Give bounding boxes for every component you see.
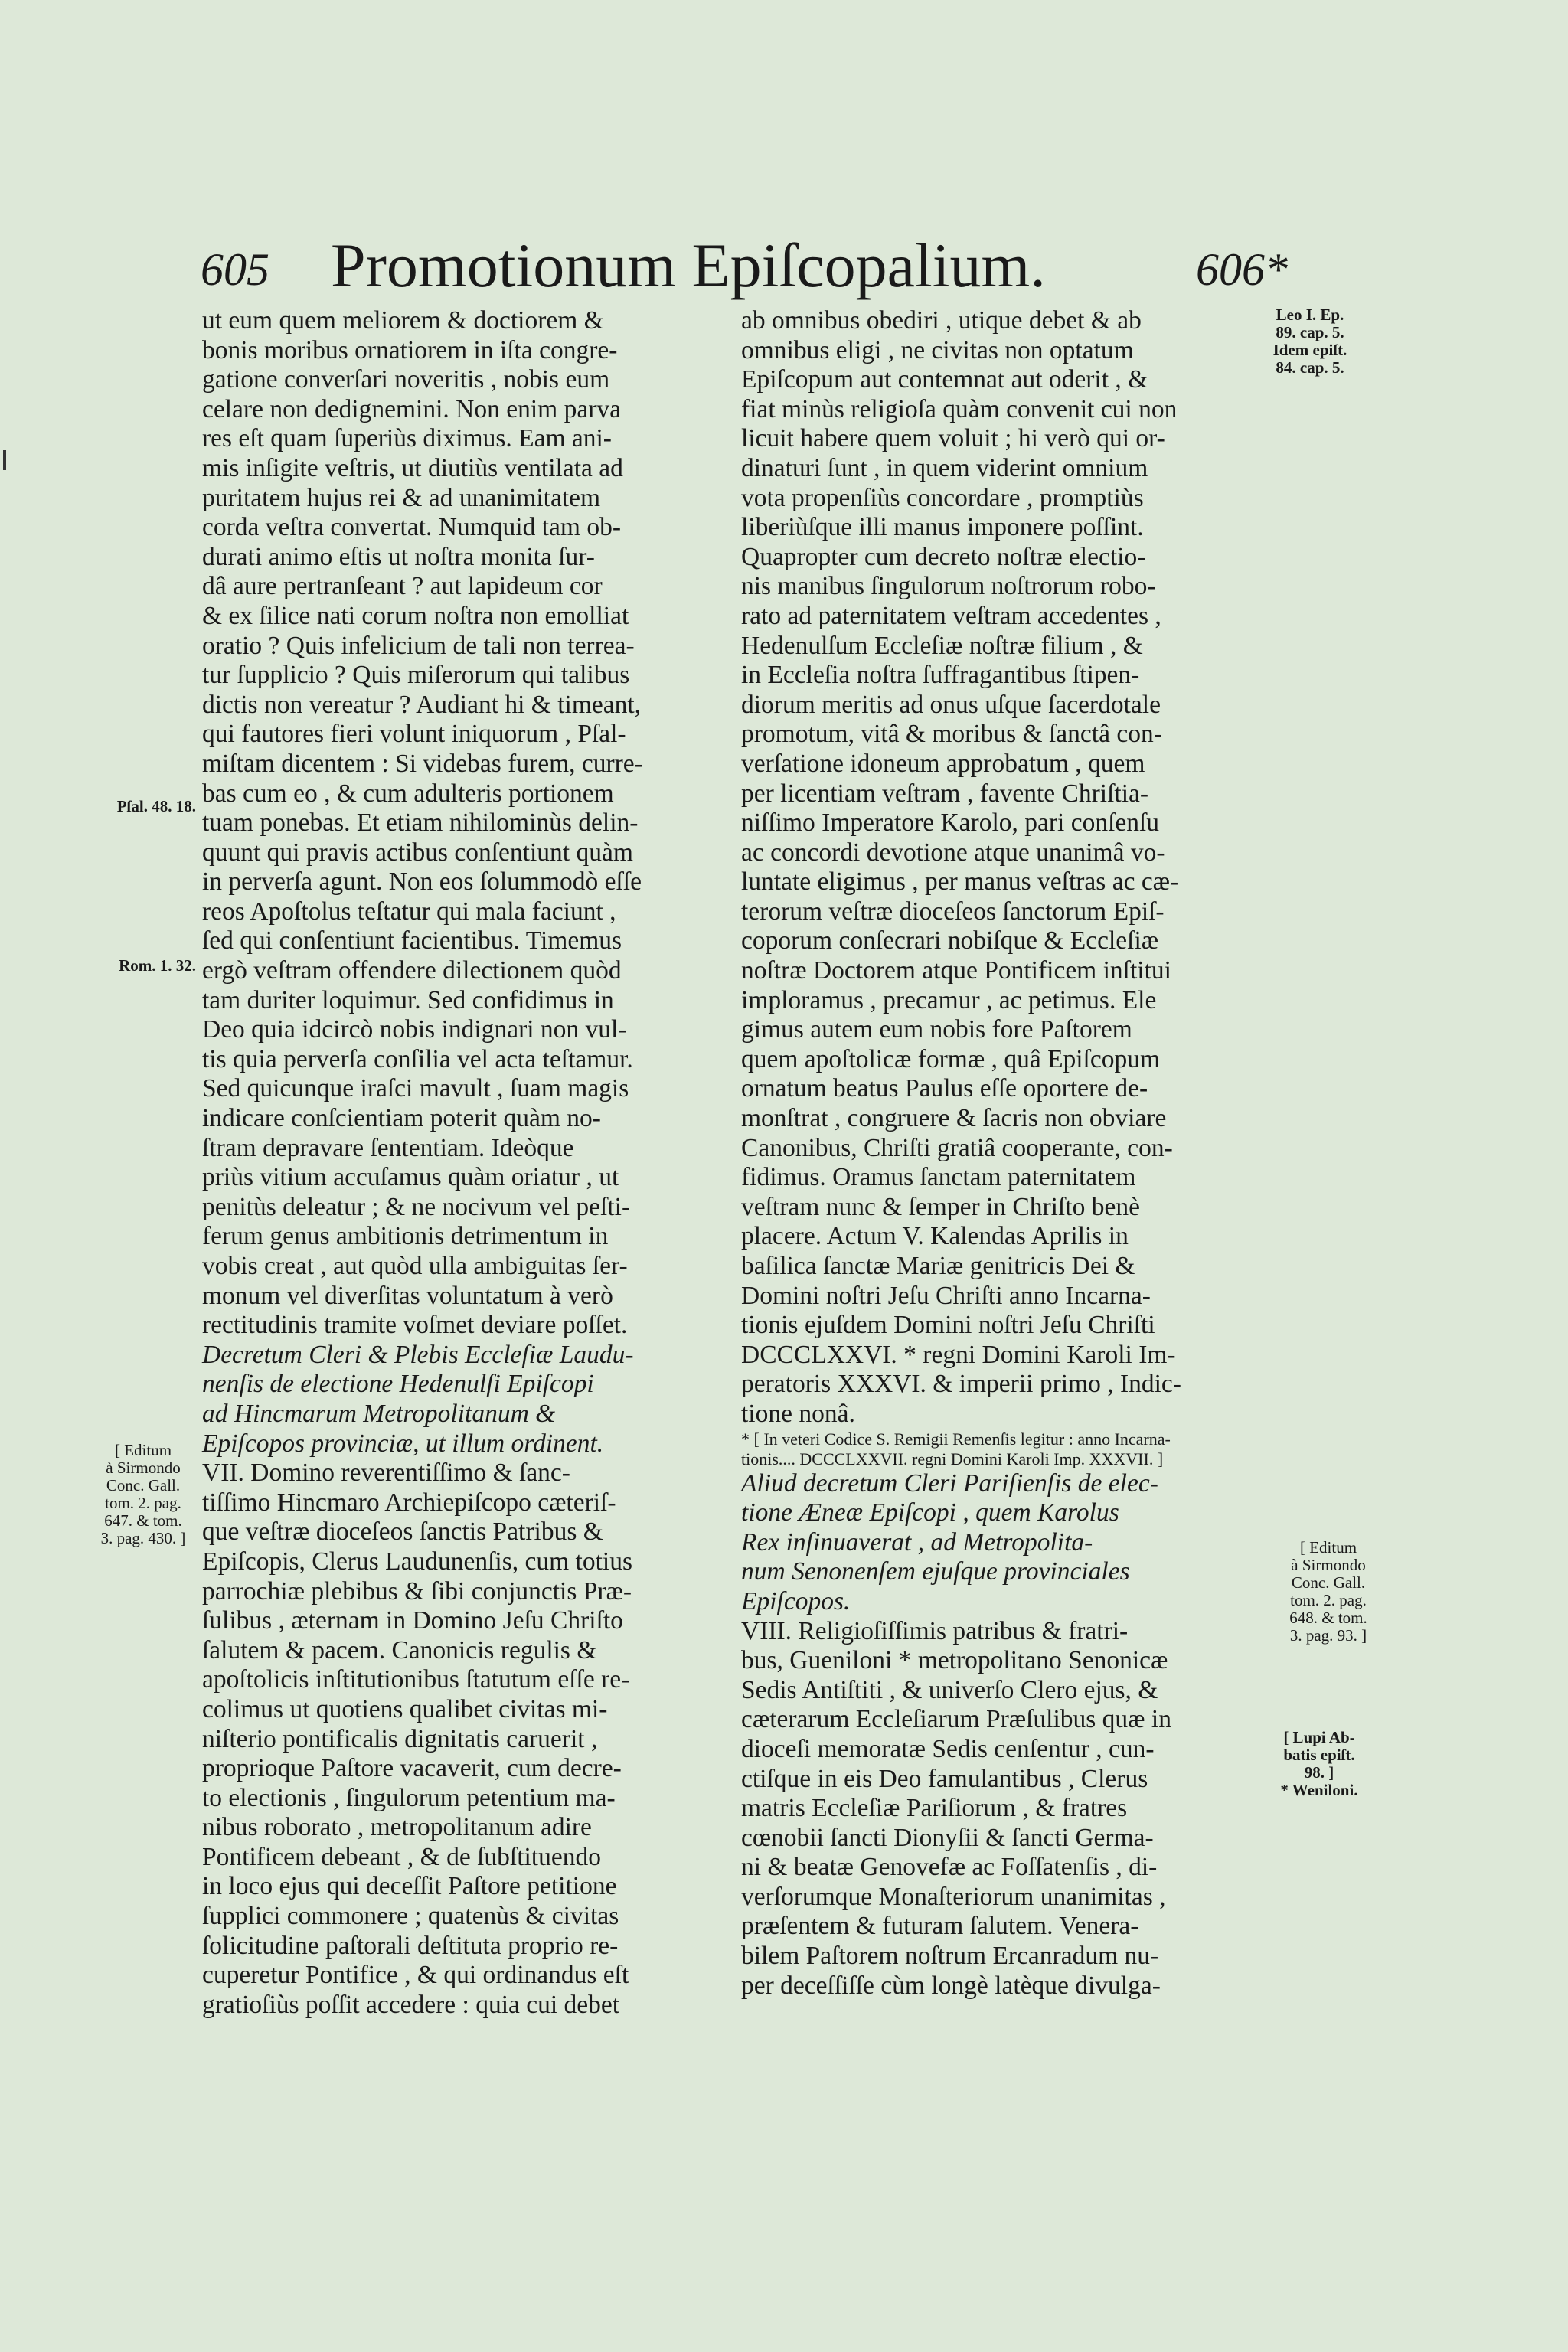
margin-line: 98. ]	[1304, 1763, 1334, 1782]
text-line: coporum conſecrari nobiſque & Eccleſiæ	[741, 926, 1159, 956]
text-line: fiat minùs religioſa quàm convenit cui non	[741, 394, 1178, 423]
text-line: Sed quicunque iraſci mavult , ſuam magis	[202, 1074, 629, 1103]
margin-line: à Sirmondo	[1291, 1556, 1366, 1574]
text-line: verſorumque Monaſteriorum unanimitas ,	[741, 1882, 1166, 1911]
right-column-text	[741, 306, 1269, 1429]
text-line: Canonibus, Chriſti gratiâ cooperante, con-	[741, 1133, 1173, 1162]
text-line: cœnobii ſancti Dionyſii & ſancti Germa-	[741, 1823, 1154, 1852]
margin-note-edition-2	[1271, 1539, 1386, 1645]
text-line: puritatem hujus rei & ad unanimitatem	[202, 483, 601, 512]
left-column	[202, 306, 730, 2020]
text-line: tuam ponebas. Et etiam nihilominùs delin-	[202, 808, 639, 838]
text-line: dinaturi ſunt , in quem viderint omnium	[741, 453, 1148, 482]
text-line: ſulibus , æternam in Domino Jeſu Chriſto	[202, 1606, 623, 1635]
text-line: ſupplici commonere ; quatenùs & civitas	[202, 1902, 619, 1931]
text-line: rato ad paternitatem veſtram accedentes ,	[741, 601, 1161, 630]
text-line: tur ſupplicio ? Quis miſerorum qui talibus	[202, 661, 630, 690]
text-line: quunt qui pravis actibus conſentiunt quàm	[202, 838, 633, 867]
text-line: gimus autem eum nobis fore Paſtorem	[741, 1015, 1132, 1044]
text-line: qui fautores fieri volunt iniquorum , Pſal-	[202, 720, 626, 749]
text-line: penitùs deleatur ; & ne nocivum vel peſti-	[202, 1192, 631, 1221]
text-line: reos Apoſtolus teſtatur qui mala faciunt ,	[202, 897, 616, 926]
text-line: & ex ſilice nati corum noſtra non emolliat	[202, 601, 629, 630]
page-number-right: 606*	[1196, 244, 1288, 295]
text-line: diorum meritis ad onus uſque ſacerdotale	[741, 690, 1161, 719]
text-line: Sedis Antiſtiti , & univerſo Clero ejus, &	[741, 1675, 1158, 1704]
text-line: in Eccleſia noſtra ſuffragantibus ſtipen-	[741, 661, 1140, 690]
page-header	[201, 230, 1288, 299]
margin-line: Idem epiſt.	[1272, 341, 1348, 359]
heading-line: nenſis de electione Hedenulſi Epiſcopi	[202, 1370, 594, 1399]
margin-line: batis epiſt.	[1283, 1746, 1355, 1764]
text-line: ab omnibus obediri , utique debet & ab	[741, 306, 1142, 335]
text-line: Epiſcopis, Clerus Laudunenſis, cum totius	[202, 1547, 632, 1576]
text-line: oratio ? Quis infelicium de tali non terrea-	[202, 631, 635, 660]
text-line: nis manibus ſingulorum noſtrorum robo-	[741, 572, 1156, 601]
margin-line: [ Editum	[1299, 1538, 1357, 1557]
text-line: tis quia perverſa conſilia vel acta teſtamur.	[202, 1044, 633, 1073]
text-line: veſtram nunc & ſemper in Chriſto benè	[741, 1192, 1140, 1221]
heading-line: Aliud decretum Cleri Pariſienſis de elec-	[741, 1468, 1158, 1498]
margin-note-edition-1	[86, 1442, 201, 1547]
text-line: peratoris XXXVI. & imperii primo , Indic-	[741, 1370, 1181, 1399]
text-line: bonis moribus ornatiorem in iſta congre-	[202, 335, 618, 364]
text-line: baſilica ſanctæ Mariæ genitricis Dei &	[741, 1252, 1135, 1280]
text-line: verſatione idoneum approbatum , quem	[741, 749, 1145, 778]
decree-heading-parisiensis	[741, 1469, 1269, 1617]
text-line: mis inſigite veſtris, ut diutiùs ventilata ad	[202, 453, 623, 482]
text-line: vota propenſiùs concordare , promptiùs	[741, 483, 1144, 512]
margin-line: 3. pag. 93. ]	[1289, 1626, 1367, 1645]
text-line: ſalutem & pacem. Canonicis regulis &	[202, 1635, 597, 1664]
text-line: DCCCLXXVI. * regni Domini Karoli Im-	[741, 1340, 1176, 1369]
text-line: colimus ut quotiens qualibet civitas mi-	[202, 1694, 608, 1723]
text-line: Domini noſtri Jeſu Chriſti anno Incarna-	[741, 1281, 1151, 1310]
decree-heading-laudunensis	[202, 1341, 730, 1459]
text-line: monſtrat , congruere & ſacris non obviare	[741, 1104, 1167, 1133]
heading-line: Epiſcopos.	[741, 1586, 851, 1615]
text-line: dâ aure pertranſeant ? aut lapideum cor	[202, 572, 603, 601]
decree-text-laudunensis	[202, 1459, 730, 2020]
text-line: præſentem & futuram ſalutem. Venera-	[741, 1912, 1139, 1941]
margin-line: 647. & tom.	[104, 1511, 182, 1530]
text-line: Pontificem debeant , & de ſubſtituendo	[202, 1842, 602, 1871]
margin-note-romans: Rom. 1. 32.	[119, 956, 196, 975]
text-line: imploramus , precamur , ac petimus. Ele	[741, 985, 1157, 1014]
text-line: placere. Actum V. Kalendas Aprilis in	[741, 1222, 1129, 1251]
text-line: promotum, vitâ & moribus & ſanctâ con-	[741, 720, 1162, 749]
text-line: ut eum quem meliorem & doctiorem &	[202, 306, 604, 335]
text-line: celare non dedignemini. Non enim parva	[202, 394, 621, 423]
text-line: res eſt quam ſuperiùs diximus. Eam ani-	[202, 424, 612, 453]
text-line: ferum genus ambitionis detrimentum in	[202, 1222, 609, 1251]
text-line: per licentiam veſtram , favente Chriſtia-	[741, 779, 1149, 808]
text-line: Hedenulſum Eccleſiæ noſtræ filium , &	[741, 631, 1143, 660]
text-line: cæterarum Eccleſiarum Præſulibus quæ in	[741, 1705, 1171, 1734]
text-line: indicare conſcientiam poterit quàm no-	[202, 1104, 601, 1133]
left-column-text	[202, 306, 730, 1341]
text-line: ctiſque in eis Deo famulantibus , Clerus	[741, 1764, 1148, 1793]
margin-line: tom. 2. pag.	[105, 1494, 181, 1512]
text-line: Epiſcopum aut contemnat aut oderit , &	[741, 365, 1148, 394]
margin-line: * Weniloni.	[1280, 1781, 1358, 1799]
text-line: omnibus eligi , ne civitas non optatum	[741, 335, 1134, 364]
left-edge-mark	[3, 450, 6, 470]
text-line: bas cum eo , & cum adulteris portionem	[202, 779, 614, 808]
text-line: proprioque Paſtore vacaverit, cum decre-	[202, 1754, 622, 1783]
heading-line: Decretum Cleri & Plebis Eccleſiæ Laudu-	[202, 1340, 634, 1369]
decree-text-parisiensis	[741, 1617, 1269, 2001]
text-line: Deo quia idcircò nobis indignari non vul-	[202, 1015, 627, 1044]
text-line: ſolicitudine paſtorali deſtituta proprio re-	[202, 1931, 619, 1960]
heading-line: tione Æneæ Epiſcopi , quem Karolus	[741, 1498, 1119, 1527]
text-line: bilem Paſtorem noſtrum Ercanradum nu-	[741, 1942, 1159, 1971]
margin-line: 84. cap. 5.	[1276, 358, 1344, 377]
heading-line: Epiſcopos provinciæ, ut illum ordinent.	[202, 1429, 604, 1458]
margin-line: [ Editum	[114, 1441, 172, 1459]
heading-line: Rex inſinuaverat , ad Metropolita-	[741, 1527, 1093, 1557]
text-line: licuit habere quem voluit ; hi verò qui or-	[741, 424, 1165, 453]
text-line: ac concordi devotione atque unanimâ vo-	[741, 838, 1165, 867]
text-line: durati animo eſtis ut noſtra monita ſur-	[202, 542, 595, 571]
text-line: ni & beatæ Genovefæ ac Foſſatenſis , di-	[741, 1853, 1158, 1882]
text-line: matris Eccleſiæ Pariſiorum , & fratres	[741, 1794, 1128, 1823]
text-line: VIII. Religioſiſſimis patribus & fratri-	[741, 1616, 1129, 1645]
text-line: ornatum beatus Paulus eſſe oportere de-	[741, 1074, 1148, 1103]
margin-line: 89. cap. 5.	[1276, 323, 1344, 341]
text-line: VII. Domino reverentiſſimo & ſanc-	[202, 1459, 570, 1488]
running-title: Promotionum Epiſcopalium.	[331, 230, 1046, 300]
footnote-line: * [ In veteri Codice S. Remigii Remenſis legitur : anno Incarna-	[741, 1429, 1171, 1449]
heading-line: ad Hincmarum Metropolitanum &	[202, 1399, 556, 1428]
right-column	[741, 306, 1269, 2001]
text-line: tionis ejuſdem Domini noſtri Jeſu Chriſti	[741, 1311, 1155, 1340]
footnote-line: tionis.... DCCCLXXVII. regni Domini Karoli Imp. XXXVII. ]	[741, 1449, 1164, 1468]
text-line: tam duriter loquimur. Sed confidimus in	[202, 985, 614, 1014]
margin-line: tom. 2. pag.	[1290, 1591, 1367, 1609]
text-line: bus, Gueniloni * metropolitano Senonicæ	[741, 1646, 1168, 1675]
text-line: ergò veſtram offendere dilectionem quòd	[202, 956, 622, 985]
text-line: in perverſa agunt. Non eos ſolummodò eſſe	[202, 867, 642, 897]
margin-line: Conc. Gall.	[1291, 1573, 1366, 1592]
text-line: vobis creat , aut quòd ulla ambiguitas ſer-	[202, 1252, 628, 1280]
margin-line: à Sirmondo	[106, 1459, 181, 1477]
text-line: liberiùſque illi manus imponere poſſint.	[741, 513, 1144, 542]
margin-line: Conc. Gall.	[106, 1476, 181, 1494]
text-line: parrochiæ plebibus & ſibi conjunctis Præ-	[202, 1576, 632, 1606]
text-line: Quapropter cum decreto noſtræ electio-	[741, 542, 1146, 571]
text-line: quem apoſtolicæ formæ , quâ Epiſcopum	[741, 1044, 1161, 1073]
text-line: ſed qui conſentiunt facientibus. Timemus	[202, 926, 622, 956]
footnote	[741, 1429, 1269, 1469]
text-line: gratioſiùs poſſit accedere : quia cui debet	[202, 1990, 620, 2019]
text-line: luntate eligimus , per manus veſtras ac cæ-	[741, 867, 1179, 897]
margin-note-lupi	[1269, 1729, 1369, 1799]
text-line: apoſtolicis inſtitutionibus ſtatutum eſſe re-	[202, 1665, 630, 1694]
text-line: corda veſtra convertat. Numquid tam ob-	[202, 513, 621, 542]
margin-line: Leo I. Ep.	[1276, 305, 1344, 324]
heading-line: num Senonenſem ejuſque provinciales	[741, 1557, 1130, 1586]
text-line: tione nonâ.	[741, 1399, 855, 1428]
text-line: ſtram depravare ſententiam. Ideòque	[202, 1133, 574, 1162]
text-line: in loco ejus qui deceſſit Paſtore petitione	[202, 1872, 617, 1901]
text-line: gatione converſari noveritis , nobis eum	[202, 365, 610, 394]
text-line: priùs vitium accuſamus quàm oriatur , ut	[202, 1163, 619, 1192]
text-line: niſſimo Imperatore Karolo, pari conſenſu	[741, 808, 1160, 838]
text-line: noſtræ Doctorem atque Pontificem inſtitui	[741, 956, 1171, 985]
text-line: rectitudinis tramite voſmet deviare poſſet.	[202, 1311, 628, 1340]
page-number-left: 605	[201, 244, 270, 295]
margin-line: 3. pag. 430. ]	[100, 1529, 186, 1547]
text-line: to electionis , ſingulorum petentium ma-	[202, 1783, 616, 1812]
text-line: niſterio pontificalis dignitatis caruerit ,	[202, 1724, 598, 1753]
text-line: miſtam dicentem : Si videbas furem, curre-	[202, 749, 643, 778]
margin-line: [ Lupi Ab-	[1283, 1728, 1355, 1746]
text-line: cuperetur Pontifice , & qui ordinandus eſt	[202, 1961, 629, 1990]
text-line: monum vel diverſitas voluntatum à verò	[202, 1281, 613, 1310]
text-line: que veſtræ dioceſeos ſanctis Patribus &	[202, 1517, 603, 1547]
text-line: tiſſimo Hincmaro Archiepiſcopo cæteriſ-	[202, 1488, 616, 1517]
text-line: terorum veſtræ dioceſeos ſanctorum Epiſ-	[741, 897, 1165, 926]
text-line: per deceſſiſſe cùm longè latèque divulga-	[741, 1971, 1161, 2000]
text-line: dictis non vereatur ? Audiant hi & timeant,	[202, 690, 642, 719]
margin-line: 648. & tom.	[1289, 1609, 1367, 1627]
text-line: dioceſi memoratæ Sedis cenſentur , cun-	[741, 1734, 1155, 1763]
margin-note-psalm: Pſal. 48. 18.	[116, 797, 196, 815]
text-line: nibus roborato , metropolitanum adire	[202, 1813, 592, 1842]
margin-note-leo	[1260, 306, 1360, 377]
text-line: fidimus. Oramus ſanctam paternitatem	[741, 1163, 1136, 1192]
